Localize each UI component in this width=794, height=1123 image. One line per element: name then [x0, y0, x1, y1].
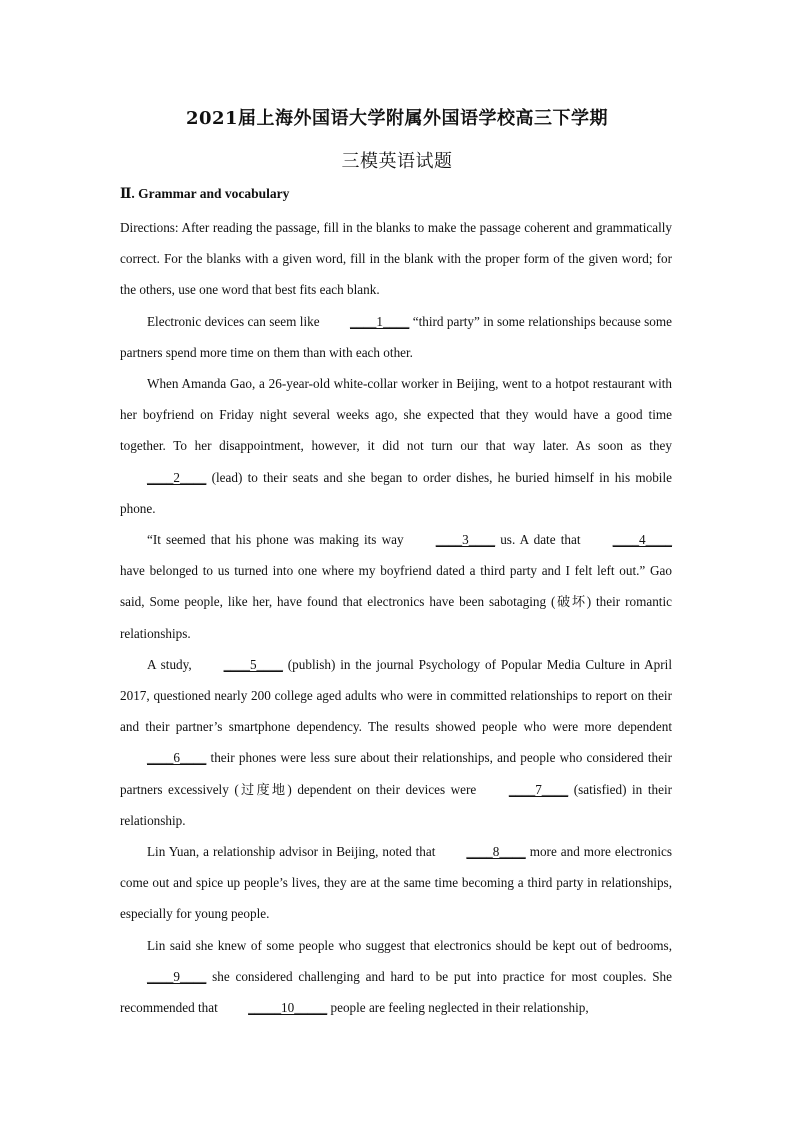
directions-text: Directions: After reading the passage, fill in the blanks to make the passage coherent and grammatically correct. For the blanks with a given word, fill in the blank with the proper form of the given word; for the others, use one word that best fits each blank. — [120, 220, 672, 298]
blank-10[interactable]: _____10_____ — [248, 1000, 328, 1016]
blank-7[interactable]: ____7____ — [508, 781, 569, 797]
paragraph-5 — [120, 836, 672, 930]
paragraph-text: she considered challenging and hard to be put into practice for most couples. She recommended that — [120, 968, 672, 1016]
paragraph-text: more and more electronics come out and spice up people’s lives, they are at the same time becoming a third party in relationships, especially for young people. — [120, 844, 672, 922]
paragraph-text: (lead) to their seats and she began to order dishes, he buried himself in his mobile phone. — [120, 469, 672, 516]
paragraph-text: (publish) in the journal Psychology of Popular Media Culture in April 2017, questioned nearly 200 college aged adults who were in committed relationships to report on their and their partner’s smartphone dependency. The results showed people who were more dependent — [120, 656, 672, 735]
blank-5[interactable]: ____5____ — [223, 656, 283, 672]
page-title: 2021届上海外国语大学附属外国语学校高三下学期 — [185, 108, 609, 129]
section-heading: Ⅱ. Grammar and vocabulary — [120, 186, 290, 201]
paragraph-text: A study, — [147, 656, 197, 672]
passage-body — [120, 212, 672, 1023]
paragraph-text: people are feeling neglected in their relationship, — [327, 1000, 589, 1016]
blank-6[interactable]: ____6____ — [147, 750, 207, 766]
paragraph-1 — [120, 306, 672, 368]
paragraph-3 — [120, 524, 672, 649]
paragraph-text: Lin said she knew of some people who suggest that electronics should be kept out of bedrooms, — [147, 937, 672, 953]
blank-9[interactable]: ____9____ — [147, 968, 207, 984]
blank-1[interactable]: ____1____ — [349, 313, 410, 329]
paragraph-text: When Amanda Gao, a 26-year-old white-collar worker in Beijing, went to a hotpot restaurant with her boyfriend on Friday night several weeks ago, she expected that they would have a good time together. To her disappointment, however, it did not turn our that way later. As soon as they — [120, 376, 672, 454]
paragraph-4 — [120, 649, 672, 836]
blank-3[interactable]: ____3____ — [435, 532, 496, 548]
paragraph-text: (satisfied) in their relationship. — [120, 781, 672, 828]
blank-2[interactable]: ____2____ — [147, 469, 207, 485]
directions-paragraph — [120, 212, 672, 306]
page-subtitle: 三模英语试题 — [341, 151, 453, 172]
paragraph-text: have belonged to us turned into one where my boyfriend dated a third party and I felt left out.” Gao said, Some people, like her, have found that electronics have been sabotaging (破坏) their romantic relationships. — [120, 563, 672, 641]
blank-4[interactable]: ____4____ — [612, 532, 672, 548]
paragraph-text: Electronic devices can seem like — [147, 313, 323, 329]
paragraph-text: Lin Yuan, a relationship advisor in Beijing, noted that — [147, 844, 440, 860]
paragraph-text: their phones were less sure about their relationships, and people who considered their partners excessively (过度地) dependent on their devices were — [120, 750, 672, 797]
paragraph-2 — [120, 368, 672, 524]
blank-8[interactable]: ____8____ — [466, 844, 526, 860]
paragraph-text: “third party” in some relationships because some partners spend more time on them than with each other. — [120, 313, 672, 360]
paragraph-6 — [120, 930, 672, 1024]
paragraph-text: “It seemed that his phone was making its way — [147, 532, 409, 548]
paragraph-text: us. A date that — [495, 532, 586, 548]
